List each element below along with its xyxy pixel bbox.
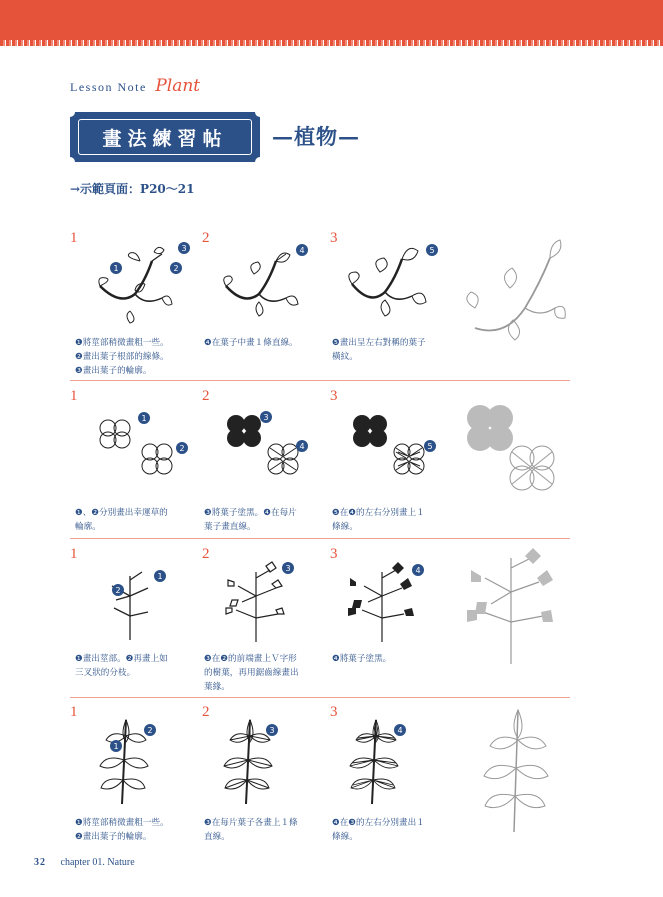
stem-example-drawing	[470, 706, 560, 834]
step-number: 2	[202, 704, 210, 720]
step-number: 1	[70, 230, 78, 246]
badge-3: 3	[285, 564, 291, 573]
badge-4: 4	[299, 246, 305, 255]
top-color-band	[0, 0, 663, 44]
row4-step1-description: ❶將莖部稍微畫粗一些。 ❷畫出葉子的輪廓。	[75, 818, 169, 842]
clover-step-3-drawing	[340, 406, 450, 486]
vine-example-drawing	[455, 238, 570, 348]
stem-step-2-drawing	[216, 716, 306, 806]
row1-step3-description: ❺畫出呈左右對稱的葉子 橫紋。	[332, 338, 426, 362]
step-number: 3	[330, 388, 338, 404]
row3-step1-description: ❶畫出莖部。❷再畫上如 三叉狀的分枝。	[75, 654, 168, 678]
row1-step1-description: ❶將莖部稍微畫粗一些。 ❷畫出葉子根部的線條。 ❸畫出葉子的輪廓。	[75, 338, 169, 376]
title-frame	[78, 119, 252, 155]
badge-2: 2	[115, 586, 121, 595]
branch-step-3-drawing	[340, 560, 440, 650]
clover-step-2-drawing	[214, 406, 324, 486]
row1-step2-description: ❹在葉子中畫１條直線。	[204, 338, 298, 348]
badge-4: 4	[397, 726, 403, 735]
lesson-heading	[70, 76, 200, 96]
row2-step1-description: ❶、❷分別畫出幸運草的 輪廓。	[75, 508, 168, 532]
badge-1: 1	[113, 742, 119, 751]
lesson-label: Lesson Note	[70, 80, 147, 94]
page-title: 畫法練習帖	[102, 127, 228, 150]
stamp-corner	[255, 107, 265, 117]
step-number: 1	[70, 546, 78, 562]
badge-5: 5	[429, 246, 435, 255]
page-subtitle: —植物—	[272, 124, 360, 149]
step-number: 3	[330, 546, 338, 562]
badge-3: 3	[269, 726, 275, 735]
row3-step2-description: ❸在❷的前端畫上Ｖ字形 的樹葉，再用鋸齒線畫出 葉緣。	[204, 654, 299, 692]
step-number: 1	[70, 704, 78, 720]
top-band-edge	[0, 40, 663, 46]
badge-1: 1	[141, 414, 147, 423]
title-stamp	[70, 112, 260, 162]
step-number: 1	[70, 388, 78, 404]
branch-step-1-drawing	[92, 566, 182, 646]
clover-example-drawing	[452, 396, 572, 501]
page-footer	[34, 857, 135, 868]
clover-step-1-drawing	[88, 406, 198, 486]
branch-step-2-drawing	[214, 560, 314, 650]
vine-step-3-drawing	[340, 234, 445, 324]
row3-step3-description: ❹將葉子塗黑。	[332, 654, 392, 664]
vine-step-2-drawing	[214, 236, 319, 326]
badge-4: 4	[299, 442, 305, 451]
row-divider	[70, 697, 570, 698]
badge-5: 5	[427, 442, 433, 451]
step-number: 2	[202, 388, 210, 404]
row-divider	[70, 538, 570, 539]
stamp-corner	[65, 157, 75, 167]
badge-4: 4	[415, 566, 421, 575]
lesson-tag: Plant	[155, 76, 201, 96]
row2-step3-description: ❺在❹的左右分別畫上１ 條線。	[332, 508, 425, 532]
row4-step3-description: ❹在❸的左右分別畫出１ 條線。	[332, 818, 425, 842]
row4-step2-description: ❸在每片葉子各畫上１條 直線。	[204, 818, 298, 842]
stamp-corner	[65, 107, 75, 117]
badge-2: 2	[147, 726, 153, 735]
row-divider	[70, 380, 570, 381]
page-number: 32	[34, 857, 46, 868]
badge-1: 1	[113, 264, 119, 273]
stem-step-1-drawing	[92, 716, 182, 806]
stamp-corner	[255, 157, 265, 167]
badge-2: 2	[179, 444, 185, 453]
reference-pages: →示範頁面：P20～21	[70, 182, 195, 196]
badge-2: 2	[173, 264, 179, 273]
badge-3: 3	[263, 413, 269, 422]
step-number: 3	[330, 704, 338, 720]
stem-step-3-drawing	[342, 716, 432, 806]
row2-step2-description: ❸將葉子塗黑。❹在每片 葉子畫直線。	[204, 508, 297, 532]
chapter-label: chapter 01. Nature	[60, 857, 135, 868]
step-number: 2	[202, 546, 210, 562]
step-number: 3	[330, 230, 338, 246]
branch-example-drawing	[455, 548, 575, 668]
vine-step-1-drawing	[90, 236, 200, 326]
badge-1: 1	[157, 572, 163, 581]
badge-3: 3	[181, 244, 187, 253]
step-number: 2	[202, 230, 210, 246]
